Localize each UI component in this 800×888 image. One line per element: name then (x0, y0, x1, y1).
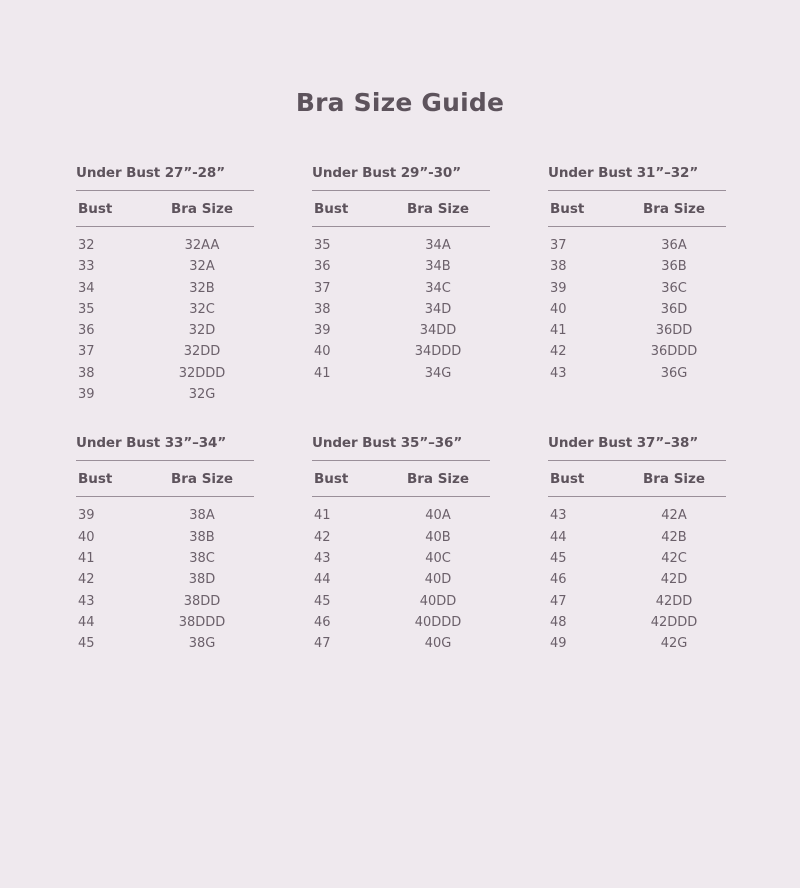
cell-bra-size: 42C (661, 550, 687, 566)
cell-bra-size: 32A (189, 259, 215, 275)
table-row (312, 299, 490, 320)
size-table-heading: Under Bust 29”-30” (312, 165, 461, 181)
cell-bra-size: 34A (425, 238, 451, 253)
table-row (548, 341, 726, 362)
column-header-bust: Bust (314, 201, 349, 217)
cell-bust: 43 (314, 550, 331, 566)
cell-bust: 38 (314, 301, 331, 317)
cell-bra-size: 36DD (655, 323, 693, 339)
table-row (312, 363, 490, 384)
cell-bra-size: 36G (660, 365, 688, 381)
table-row (548, 256, 726, 277)
column-header-bust: Bust (314, 471, 349, 488)
table-row (548, 633, 726, 654)
table-row (548, 299, 726, 320)
size-table (312, 435, 490, 654)
table-row (312, 341, 490, 362)
cell-bust: 41 (78, 550, 95, 566)
table-row (76, 612, 254, 633)
page-title: Bra Size Guide (295, 88, 505, 117)
size-table (76, 165, 254, 405)
cell-bust: 39 (550, 280, 567, 296)
table-row (76, 341, 254, 362)
cell-bra-size: 38DD (183, 593, 221, 609)
cell-bra-size: 42A (661, 508, 687, 524)
cell-bust: 46 (550, 572, 567, 588)
cell-bra-size: 36B (661, 259, 687, 275)
cell-bust: 40 (314, 344, 331, 360)
cell-bust: 40 (78, 529, 95, 545)
column-header-bra-size: Bra Size (642, 201, 706, 217)
table-row (312, 569, 490, 590)
size-table-heading: Under Bust 27”-28” (76, 165, 225, 181)
cell-bra-size: 40DD (419, 593, 457, 609)
cell-bust: 38 (78, 365, 95, 381)
table-row (76, 505, 254, 526)
cell-bra-size: 40B (425, 529, 451, 545)
table-row (76, 384, 254, 405)
cell-bra-size: 42DDD (650, 614, 698, 630)
table-row (76, 548, 254, 569)
cell-bust: 45 (314, 593, 331, 609)
cell-bra-size: 40C (425, 550, 451, 566)
table-row (76, 527, 254, 548)
cell-bust: 37 (550, 238, 567, 253)
size-table (312, 165, 490, 405)
cell-bust: 42 (314, 529, 331, 545)
column-header-bust: Bust (78, 471, 113, 488)
cell-bra-size: 32AA (184, 238, 220, 253)
table-body (312, 497, 490, 654)
cell-bra-size: 42D (660, 572, 688, 588)
cell-bra-size: 32C (189, 301, 215, 317)
table-header-row (548, 191, 726, 226)
cell-bust: 43 (550, 365, 567, 381)
cell-bust: 35 (78, 301, 95, 317)
cell-bust: 47 (314, 636, 331, 652)
cell-bust: 32 (78, 238, 95, 253)
cell-bra-size: 36C (661, 280, 687, 296)
cell-bust: 44 (550, 529, 567, 545)
table-row (76, 320, 254, 341)
cell-bust: 43 (550, 508, 567, 524)
cell-bra-size: 38C (189, 550, 215, 566)
cell-bust: 44 (314, 572, 331, 588)
cell-bust: 39 (78, 387, 95, 403)
cell-bust: 37 (314, 280, 331, 296)
cell-bust: 41 (314, 508, 331, 524)
table-row (312, 256, 490, 277)
cell-bra-size: 40DDD (414, 614, 462, 630)
cell-bust: 41 (314, 365, 331, 381)
cell-bust: 48 (550, 614, 567, 630)
table-row (548, 505, 726, 526)
cell-bust: 34 (78, 280, 95, 296)
table-row (312, 633, 490, 654)
table-header-row (548, 461, 726, 496)
table-body (548, 497, 726, 654)
table-row (312, 548, 490, 569)
size-table (548, 165, 726, 405)
table-row (312, 235, 490, 256)
table-header-row (312, 461, 490, 496)
cell-bra-size: 40A (425, 508, 451, 524)
column-header-bust: Bust (550, 471, 585, 488)
cell-bra-size: 42DD (655, 593, 693, 609)
cell-bra-size: 36D (660, 301, 688, 317)
table-row (312, 527, 490, 548)
cell-bra-size: 38G (188, 636, 216, 652)
cell-bra-size: 32DDD (178, 365, 226, 381)
cell-bust: 33 (78, 259, 95, 275)
table-row (76, 569, 254, 590)
cell-bra-size: 34C (425, 280, 451, 296)
cell-bust: 40 (550, 301, 567, 317)
size-table (76, 435, 254, 654)
size-table (548, 435, 726, 654)
table-row (548, 527, 726, 548)
table-row (76, 633, 254, 654)
table-row (548, 320, 726, 341)
cell-bust: 41 (550, 323, 567, 339)
cell-bust: 39 (78, 508, 95, 524)
table-row (76, 235, 254, 256)
cell-bust: 35 (314, 238, 331, 253)
cell-bust: 36 (314, 259, 331, 275)
table-body (76, 227, 254, 405)
cell-bust: 36 (78, 323, 95, 339)
cell-bra-size: 40G (424, 636, 452, 652)
cell-bust: 38 (550, 259, 567, 275)
cell-bust: 49 (550, 636, 567, 652)
cell-bust: 39 (314, 323, 331, 339)
size-table-heading: Under Bust 37”–38” (548, 435, 699, 452)
table-row (312, 612, 490, 633)
table-body (312, 227, 490, 384)
cell-bra-size: 34DD (419, 323, 457, 339)
cell-bra-size: 42G (660, 636, 688, 652)
table-row (548, 548, 726, 569)
column-header-bra-size: Bra Size (406, 471, 470, 488)
table-row (76, 278, 254, 299)
table-body (548, 227, 726, 384)
table-row (312, 278, 490, 299)
cell-bra-size: 38A (189, 508, 215, 524)
cell-bust: 37 (78, 344, 95, 360)
size-table-heading: Under Bust 35”–36” (312, 435, 463, 452)
table-row (76, 363, 254, 384)
table-body (76, 497, 254, 654)
column-header-bra-size: Bra Size (642, 471, 706, 488)
table-row (76, 256, 254, 277)
cell-bra-size: 32DD (183, 344, 221, 360)
table-header-row (312, 191, 490, 226)
cell-bust: 45 (550, 550, 567, 566)
cell-bra-size: 38DDD (178, 614, 226, 630)
column-header-bra-size: Bra Size (406, 201, 470, 217)
size-guide-page (0, 88, 800, 888)
table-row (548, 235, 726, 256)
table-row (548, 591, 726, 612)
column-header-bra-size: Bra Size (170, 471, 234, 488)
cell-bust: 45 (78, 636, 95, 652)
cell-bra-size: 34D (424, 301, 452, 317)
table-row (312, 320, 490, 341)
cell-bust: 46 (314, 614, 331, 630)
cell-bra-size: 34B (425, 259, 451, 275)
size-table-heading: Under Bust 33”–34” (76, 435, 227, 452)
cell-bra-size: 36DDD (650, 344, 698, 360)
cell-bust: 42 (78, 572, 95, 588)
table-row (76, 591, 254, 612)
cell-bra-size: 38B (189, 529, 215, 545)
cell-bust: 47 (550, 593, 567, 609)
table-row (312, 505, 490, 526)
table-row (548, 569, 726, 590)
cell-bra-size: 32D (188, 323, 216, 339)
column-header-bust: Bust (550, 201, 585, 217)
table-header-row (76, 191, 254, 226)
cell-bra-size: 36A (661, 238, 687, 253)
cell-bra-size: 32G (188, 387, 216, 403)
table-row (312, 591, 490, 612)
cell-bust: 44 (78, 614, 95, 630)
cell-bra-size: 32B (189, 280, 215, 296)
cell-bra-size: 42B (661, 529, 687, 545)
size-table-heading: Under Bust 31”–32” (548, 165, 699, 181)
table-header-row (76, 461, 254, 496)
table-row (548, 612, 726, 633)
cell-bra-size: 34G (424, 365, 452, 381)
column-header-bust: Bust (78, 201, 113, 217)
table-row (548, 363, 726, 384)
size-tables-grid (76, 165, 724, 654)
table-row (76, 299, 254, 320)
table-row (548, 278, 726, 299)
column-header-bra-size: Bra Size (170, 201, 234, 217)
cell-bra-size: 34DDD (414, 344, 462, 360)
cell-bust: 42 (550, 344, 567, 360)
cell-bust: 43 (78, 593, 95, 609)
cell-bra-size: 38D (188, 572, 216, 588)
cell-bra-size: 40D (424, 572, 452, 588)
